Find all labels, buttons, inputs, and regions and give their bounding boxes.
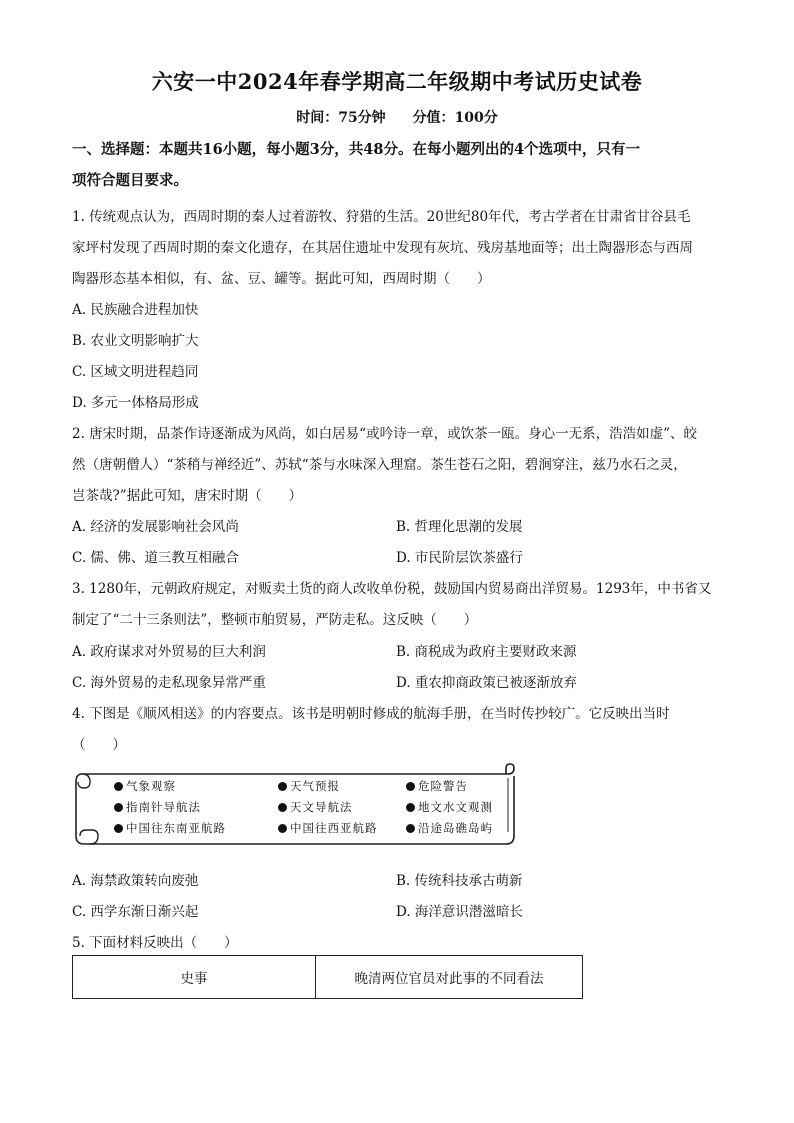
bullet-icon <box>406 782 415 791</box>
section-instructions <box>72 134 722 196</box>
question-1-option-a[interactable]: A. 民族融合进程加快 <box>72 302 199 318</box>
question-5-table <box>72 955 583 999</box>
question-3-option-c[interactable]: C. 海外贸易的走私现象异常严重 <box>72 675 266 691</box>
figure-item: 天气预报 <box>278 778 340 794</box>
bullet-icon <box>278 782 287 791</box>
question-1-option-c[interactable]: C. 区域文明进程趋同 <box>72 364 199 380</box>
exam-info <box>0 107 794 127</box>
question-1-line: 家坪村发现了西周时期的秦文化遗存，在其居住遗址中发现有灰坑、残房基地面等；出土陶器形态与西周 <box>72 240 693 256</box>
question-1-option-b[interactable]: B. 农业文明影响扩大 <box>72 333 199 349</box>
question-2-option-b[interactable]: B. 哲理化思潮的发展 <box>396 519 523 535</box>
question-2-option-d[interactable]: D. 市民阶层饮茶盛行 <box>396 550 523 566</box>
question-1-line: 1. 传统观点认为，西周时期的秦人过着游牧、狩猎的生活。20世纪80年代，考古学者在甘肃省甘谷县毛 <box>72 209 691 225</box>
question-3-line: 制定了“二十三条则法”，整顿市舶贸易，严防走私。这反映（ ） <box>72 612 478 628</box>
figure-item: 地文水文观测 <box>406 799 493 815</box>
question-4-option-a[interactable]: A. 海禁政策转向废弛 <box>72 873 199 889</box>
bullet-icon <box>406 824 415 833</box>
question-5-stem: 5. 下面材料反映出（ ） <box>72 935 238 951</box>
section-line: 一、选择题：本题共16小题，每小题3分，共48分。在每小题列出的4个选项中，只有一 <box>72 141 641 158</box>
question-2-line: 然（唐朝僧人）“茶稍与禅经近”、苏轼“茶与水味深入理窟。茶生苍石之阳，碧涧穿注，兹乃水石之灵， <box>72 457 687 473</box>
table-header-cell: 晚清两位官员对此事的不同看法 <box>316 956 583 999</box>
question-3-option-d[interactable]: D. 重农抑商政策已被逐渐放弃 <box>396 675 577 691</box>
figure-item: 天文导航法 <box>278 799 353 815</box>
figure-item: 危险警告 <box>406 778 468 794</box>
figure-item: 指南针导航法 <box>114 799 201 815</box>
question-1-line: 陶器形态基本相似，有、盆、豆、罐等。据此可知，西周时期（ ） <box>72 271 491 287</box>
bullet-icon <box>278 824 287 833</box>
bullet-icon <box>406 803 415 812</box>
scroll-figure <box>72 762 518 850</box>
question-4-line: 4. 下图是《顺风相送》的内容要点。该书是明朝时修成的航海手册，在当时传抄较广。它反映出当时 <box>72 706 670 722</box>
question-2-line: 岂茶哉?”据此可知，唐宋时期（ ） <box>72 488 303 504</box>
question-3-option-b[interactable]: B. 商税成为政府主要财政来源 <box>396 644 577 660</box>
table-header-row <box>73 956 583 999</box>
question-2-option-c[interactable]: C. 儒、佛、道三教互相融合 <box>72 550 239 566</box>
question-1-option-d[interactable]: D. 多元一体格局形成 <box>72 395 199 411</box>
figure-item: 中国往东南亚航路 <box>114 820 226 836</box>
question-2-option-a[interactable]: A. 经济的发展影响社会风尚 <box>72 519 239 535</box>
question-4-option-c[interactable]: C. 西学东渐日渐兴起 <box>72 904 199 920</box>
bullet-icon <box>278 803 287 812</box>
page-title: 六安一中2024年春学期高二年级期中考试历史试卷 <box>151 69 643 94</box>
bullet-icon <box>114 782 123 791</box>
table-header-cell: 史事 <box>73 956 316 999</box>
bullet-icon <box>114 824 123 833</box>
question-3-line: 3. 1280年，元朝政府规定，对贩卖土货的商人改收单份税，鼓励国内贸易商出洋贸易。1293年，中书省又 <box>72 581 712 597</box>
exam-time: 时间：75分钟 <box>296 110 386 126</box>
figure-item: 中国往西亚航路 <box>278 820 378 836</box>
figure-item: 沿途岛礁岛屿 <box>406 820 493 836</box>
bullet-icon <box>114 803 123 812</box>
figure-item: 气象观察 <box>114 778 176 794</box>
exam-score: 分值：100分 <box>412 110 498 126</box>
question-3-option-a[interactable]: A. 政府谋求对外贸易的巨大利润 <box>72 644 266 660</box>
question-4-line: （ ） <box>72 737 126 753</box>
section-line: 项符合题目要求。 <box>72 172 188 189</box>
question-4-option-d[interactable]: D. 海洋意识潜滋暗长 <box>396 904 523 920</box>
question-4-option-b[interactable]: B. 传统科技承古萌新 <box>396 873 523 889</box>
question-2-line: 2. 唐宋时期，品茶作诗逐渐成为风尚，如白居易“或吟诗一章，或饮茶一瓯。身心一无系，浩浩如虚”、皎 <box>72 426 697 442</box>
